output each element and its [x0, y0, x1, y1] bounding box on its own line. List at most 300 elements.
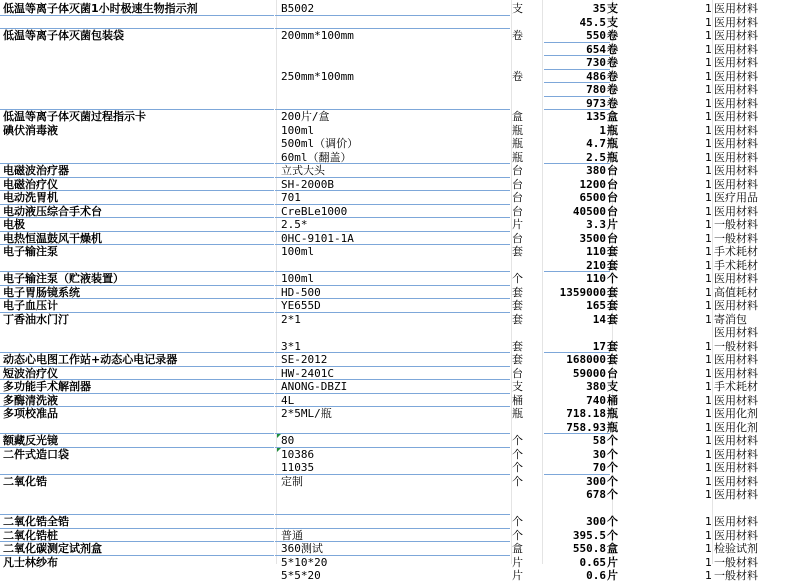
price-unit-cell[interactable]: 个: [607, 447, 618, 461]
quantity-cell[interactable]: 1: [705, 569, 712, 582]
price-unit-cell[interactable]: 个: [607, 515, 618, 528]
price-unit-cell[interactable]: 瓶: [607, 150, 618, 164]
unit-cell[interactable]: 瓶: [512, 137, 523, 150]
quantity-cell[interactable]: 1: [705, 96, 712, 110]
unit-cell[interactable]: 瓶: [512, 123, 523, 137]
unit-cell[interactable]: 片: [512, 569, 523, 582]
price-unit-cell[interactable]: 片: [607, 218, 618, 231]
item-name-cell[interactable]: [3, 56, 275, 70]
spec-cell[interactable]: 500ml（调价）: [281, 137, 359, 150]
price-unit-cell[interactable]: 支: [607, 15, 618, 29]
category-cell[interactable]: 医用材料: [714, 272, 758, 285]
quantity-cell[interactable]: 1: [705, 555, 712, 569]
item-name-cell[interactable]: [3, 137, 275, 151]
item-name-cell[interactable]: 额藏反光镜: [3, 434, 58, 447]
item-name-cell[interactable]: 电极: [3, 218, 25, 231]
price-cell[interactable]: 1200: [579, 177, 606, 191]
price-unit-cell[interactable]: 瓶: [607, 407, 618, 420]
spec-cell[interactable]: B5002: [281, 2, 315, 15]
price-cell[interactable]: 550: [586, 29, 606, 42]
unit-cell[interactable]: 个: [512, 461, 523, 474]
spec-cell[interactable]: [281, 515, 509, 529]
quantity-cell[interactable]: 1: [705, 542, 712, 555]
spec-cell[interactable]: [281, 421, 509, 435]
quantity-cell[interactable]: 1: [705, 474, 712, 488]
item-name-cell[interactable]: 二氧化碳测定试剂盒: [3, 542, 102, 555]
price-cell[interactable]: [544, 326, 606, 340]
category-cell[interactable]: 医用材料: [714, 299, 758, 312]
price-cell[interactable]: 59000: [572, 366, 606, 380]
unit-cell[interactable]: [512, 326, 540, 340]
quantity-cell[interactable]: 1: [705, 164, 712, 177]
category-cell[interactable]: 医用材料: [714, 474, 758, 488]
unit-cell[interactable]: [512, 83, 540, 97]
price-unit-cell[interactable]: 瓶: [607, 137, 618, 150]
spec-cell[interactable]: 5*10*20: [281, 555, 328, 569]
price-unit-cell[interactable]: 盒: [607, 110, 618, 123]
price-cell[interactable]: 0.6: [586, 569, 606, 582]
item-name-cell[interactable]: 电子胃肠镜系统: [3, 285, 80, 299]
price-cell[interactable]: 6500: [579, 191, 606, 204]
quantity-cell[interactable]: [662, 326, 712, 340]
category-cell[interactable]: 医用材料: [714, 69, 758, 83]
unit-cell[interactable]: 盒: [512, 110, 523, 123]
price-cell[interactable]: 0.65: [579, 555, 606, 569]
price-cell[interactable]: 2.5: [586, 150, 606, 164]
item-name-cell[interactable]: 二件式造口袋: [3, 447, 69, 461]
unit-cell[interactable]: 套: [512, 353, 523, 366]
item-name-cell[interactable]: [3, 83, 275, 97]
price-unit-cell[interactable]: 桶: [607, 393, 618, 407]
item-name-cell[interactable]: [3, 421, 275, 435]
price-unit-cell[interactable]: 个: [607, 461, 618, 474]
spec-cell[interactable]: 250mm*100mm: [281, 69, 354, 83]
quantity-cell[interactable]: 1: [705, 150, 712, 164]
price-unit-cell[interactable]: 套: [607, 258, 618, 272]
price-cell[interactable]: 110: [586, 272, 606, 285]
unit-cell[interactable]: [512, 56, 540, 70]
spec-cell[interactable]: 0HC-9101-1A: [281, 231, 354, 245]
price-cell[interactable]: [544, 502, 606, 516]
unit-cell[interactable]: 支: [512, 380, 523, 393]
quantity-cell[interactable]: 1: [705, 420, 712, 434]
quantity-cell[interactable]: 1: [705, 204, 712, 218]
price-unit-cell[interactable]: 台: [607, 366, 618, 380]
spec-cell[interactable]: YE655D: [281, 299, 321, 312]
category-cell[interactable]: 医用材料: [714, 29, 758, 42]
unit-cell[interactable]: 台: [512, 204, 523, 218]
unit-cell[interactable]: 台: [512, 231, 523, 245]
category-cell[interactable]: 医用化剂: [714, 420, 758, 434]
quantity-cell[interactable]: 1: [705, 434, 712, 447]
item-name-cell[interactable]: 电磁波治疗器: [3, 164, 69, 177]
item-name-cell[interactable]: 短波治疗仪: [3, 366, 58, 380]
spec-cell[interactable]: 701: [281, 191, 301, 204]
price-cell[interactable]: 486: [586, 69, 606, 83]
spec-cell[interactable]: CreBLe1000: [281, 204, 348, 218]
quantity-cell[interactable]: 1: [705, 83, 712, 96]
price-cell[interactable]: 758.93: [566, 420, 606, 434]
quantity-cell[interactable]: 1: [705, 299, 712, 312]
item-name-cell[interactable]: 多项校准品: [3, 407, 58, 420]
category-cell[interactable]: 医用材料: [714, 150, 758, 164]
quantity-cell[interactable]: 1: [705, 339, 712, 353]
spec-cell[interactable]: 普通: [281, 528, 303, 542]
category-cell[interactable]: 检验试剂: [714, 542, 758, 555]
unit-cell[interactable]: 套: [512, 299, 523, 312]
unit-cell[interactable]: 台: [512, 164, 523, 177]
price-cell[interactable]: 1: [599, 123, 606, 137]
unit-cell[interactable]: [512, 259, 540, 273]
spec-cell[interactable]: 80: [281, 434, 295, 447]
price-unit-cell[interactable]: 卷: [607, 29, 618, 42]
category-cell[interactable]: 一般材料: [714, 231, 758, 245]
category-cell[interactable]: 医用材料: [714, 204, 758, 218]
quantity-cell[interactable]: [662, 502, 712, 516]
item-name-cell[interactable]: [3, 461, 275, 475]
quantity-cell[interactable]: 1: [705, 488, 712, 501]
spec-cell[interactable]: 100ml: [281, 272, 315, 285]
price-cell[interactable]: 35: [592, 2, 606, 15]
spec-cell[interactable]: 5*5*20: [281, 569, 321, 582]
quantity-cell[interactable]: 1: [705, 177, 712, 191]
price-unit-cell[interactable]: 瓶: [607, 420, 618, 434]
price-cell[interactable]: 4.7: [586, 137, 606, 150]
quantity-cell[interactable]: 1: [705, 231, 712, 245]
item-name-cell[interactable]: 动态心电图工作站+动态心电记录器: [3, 353, 178, 366]
price-cell[interactable]: 3.3: [586, 218, 606, 231]
price-unit-cell[interactable]: 套: [607, 285, 618, 299]
price-unit-cell[interactable]: 盒: [607, 542, 618, 555]
quantity-cell[interactable]: 1: [705, 245, 712, 258]
price-cell[interactable]: 300: [586, 515, 606, 528]
unit-cell[interactable]: 瓶: [512, 150, 523, 164]
item-name-cell[interactable]: 低温等离子体灭菌1小时极速生物指示剂: [3, 2, 198, 15]
item-name-cell[interactable]: [3, 340, 275, 354]
spec-cell[interactable]: [281, 56, 509, 70]
quantity-cell[interactable]: 1: [705, 258, 712, 272]
price-unit-cell[interactable]: 卷: [607, 42, 618, 56]
spec-cell[interactable]: 200mm*100mm: [281, 29, 354, 42]
unit-cell[interactable]: 片: [512, 555, 523, 569]
item-name-cell[interactable]: 二氧化锆: [3, 474, 47, 488]
item-name-cell[interactable]: 低温等离子体灭菌包装袋: [3, 29, 124, 42]
quantity-cell[interactable]: 1: [705, 56, 712, 69]
spec-cell[interactable]: 100ml: [281, 245, 315, 258]
price-cell[interactable]: 45.5: [579, 15, 606, 29]
category-cell[interactable]: 医用材料: [714, 2, 758, 15]
price-cell[interactable]: 395.5: [572, 528, 606, 542]
spec-cell[interactable]: ANONG-DBZI: [281, 380, 348, 393]
quantity-cell[interactable]: 1: [705, 528, 712, 542]
unit-cell[interactable]: 套: [512, 339, 523, 353]
price-unit-cell[interactable]: 套: [607, 312, 618, 326]
category-cell[interactable]: 手术耗材: [714, 258, 758, 272]
item-name-cell[interactable]: 电子输注泵（贮液装置）: [3, 272, 124, 285]
category-cell[interactable]: 一般材料: [714, 569, 758, 582]
spec-cell[interactable]: 定制: [281, 474, 303, 488]
price-unit-cell[interactable]: 支: [607, 2, 618, 15]
unit-cell[interactable]: [512, 502, 540, 516]
price-unit-cell[interactable]: 套: [607, 339, 618, 353]
spec-cell[interactable]: [281, 502, 509, 516]
item-name-cell[interactable]: [3, 488, 275, 502]
quantity-cell[interactable]: 1: [705, 366, 712, 380]
item-name-cell[interactable]: 低温等离子体灭菌过程指示卡: [3, 110, 146, 123]
price-unit-cell[interactable]: 个: [607, 474, 618, 488]
price-cell[interactable]: 1359000: [559, 285, 606, 299]
quantity-cell[interactable]: 1: [705, 191, 712, 204]
category-cell[interactable]: 医用材料: [714, 96, 758, 110]
category-cell[interactable]: 一般材料: [714, 218, 758, 231]
spec-cell[interactable]: 360测试: [281, 542, 323, 555]
quantity-cell[interactable]: 1: [705, 123, 712, 137]
item-name-cell[interactable]: [3, 259, 275, 273]
spec-cell[interactable]: 2*1: [281, 312, 301, 326]
price-cell[interactable]: 730: [586, 56, 606, 69]
category-cell[interactable]: 医用材料: [714, 326, 758, 339]
item-name-cell[interactable]: [3, 70, 275, 84]
quantity-cell[interactable]: 1: [705, 312, 712, 326]
unit-cell[interactable]: 卷: [512, 69, 523, 83]
unit-cell[interactable]: [512, 488, 540, 502]
unit-cell[interactable]: 个: [512, 515, 523, 528]
spec-cell[interactable]: 100ml: [281, 123, 315, 137]
price-cell[interactable]: 678: [586, 488, 606, 501]
category-cell[interactable]: 手术耗材: [714, 380, 758, 393]
quantity-cell[interactable]: 1: [705, 393, 712, 407]
spec-cell[interactable]: [281, 43, 509, 57]
unit-cell[interactable]: 桶: [512, 393, 523, 407]
quantity-cell[interactable]: 1: [705, 69, 712, 83]
item-name-cell[interactable]: 电热恒温鼓风干燥机: [3, 231, 102, 245]
item-name-cell[interactable]: [3, 326, 275, 340]
category-cell[interactable]: 医用材料: [714, 110, 758, 123]
price-unit-cell[interactable]: 卷: [607, 96, 618, 110]
unit-cell[interactable]: 台: [512, 191, 523, 204]
spec-cell[interactable]: [281, 488, 509, 502]
price-unit-cell[interactable]: 个: [607, 272, 618, 285]
category-cell[interactable]: 医用材料: [714, 528, 758, 542]
unit-cell[interactable]: 套: [512, 245, 523, 258]
price-unit-cell[interactable]: 台: [607, 191, 618, 204]
item-name-cell[interactable]: [3, 151, 275, 165]
item-name-cell[interactable]: 电动液压综合手术台: [3, 204, 102, 218]
price-cell[interactable]: 40500: [572, 204, 606, 218]
unit-cell[interactable]: 盒: [512, 542, 523, 555]
price-unit-cell[interactable]: 卷: [607, 56, 618, 69]
quantity-cell[interactable]: 1: [705, 272, 712, 285]
category-cell[interactable]: 医用材料: [714, 42, 758, 56]
price-cell[interactable]: 110: [586, 245, 606, 258]
price-cell[interactable]: 168000: [566, 353, 606, 366]
item-name-cell[interactable]: 丁香油水门汀: [3, 312, 69, 326]
spec-cell[interactable]: 3*1: [281, 339, 301, 353]
quantity-cell[interactable]: 1: [705, 380, 712, 393]
spec-cell[interactable]: 2*5ML/瓶: [281, 407, 332, 420]
price-cell[interactable]: 30: [592, 447, 606, 461]
category-cell[interactable]: 医用材料: [714, 353, 758, 366]
quantity-cell[interactable]: 1: [705, 15, 712, 29]
item-name-cell[interactable]: 多功能手术解剖器: [3, 380, 91, 393]
spec-cell[interactable]: 4L: [281, 393, 295, 407]
category-cell[interactable]: 医用材料: [714, 164, 758, 177]
quantity-cell[interactable]: 1: [705, 29, 712, 42]
category-cell[interactable]: 医用材料: [714, 366, 758, 380]
category-cell[interactable]: 医疗用品: [714, 191, 758, 204]
spec-cell[interactable]: HW-2401C: [281, 366, 334, 380]
item-name-cell[interactable]: 多酶清洗液: [3, 393, 58, 407]
item-name-cell[interactable]: [3, 16, 275, 30]
price-cell[interactable]: 58: [592, 434, 606, 447]
quantity-cell[interactable]: 1: [705, 515, 712, 528]
price-cell[interactable]: 70: [592, 461, 606, 474]
spec-cell[interactable]: 60ml（翻盖）: [281, 150, 352, 164]
spec-cell[interactable]: [281, 83, 509, 97]
quantity-cell[interactable]: 1: [705, 218, 712, 231]
category-cell[interactable]: 医用化剂: [714, 407, 758, 420]
price-unit-cell[interactable]: 台: [607, 177, 618, 191]
unit-cell[interactable]: 瓶: [512, 407, 523, 420]
spec-cell[interactable]: 10386: [281, 447, 315, 461]
price-unit-cell[interactable]: 片: [607, 555, 618, 569]
quantity-cell[interactable]: 1: [705, 42, 712, 56]
unit-cell[interactable]: 支: [512, 2, 523, 15]
price-cell[interactable]: 3500: [579, 231, 606, 245]
unit-cell[interactable]: 卷: [512, 29, 523, 42]
category-cell[interactable]: 医用材料: [714, 83, 758, 96]
item-name-cell[interactable]: 电子输注泵: [3, 245, 58, 258]
quantity-cell[interactable]: 1: [705, 407, 712, 420]
spec-cell[interactable]: 立式大头: [281, 164, 325, 177]
quantity-cell[interactable]: 1: [705, 2, 712, 15]
category-cell[interactable]: 医用材料: [714, 123, 758, 137]
spec-cell[interactable]: [281, 16, 509, 30]
spec-cell[interactable]: HD-500: [281, 285, 321, 299]
price-cell[interactable]: 973: [586, 96, 606, 110]
item-name-cell[interactable]: 二氧化锆桩: [3, 528, 58, 542]
quantity-cell[interactable]: 1: [705, 110, 712, 123]
unit-cell[interactable]: 台: [512, 366, 523, 380]
category-cell[interactable]: [714, 502, 800, 516]
item-name-cell[interactable]: 电子血压计: [3, 299, 58, 312]
spec-cell[interactable]: SE-2012: [281, 353, 328, 366]
unit-cell[interactable]: [512, 97, 540, 111]
item-name-cell[interactable]: 凡士林纱布: [3, 555, 58, 569]
unit-cell[interactable]: 片: [512, 218, 523, 231]
spec-cell[interactable]: SH-2000B: [281, 177, 334, 191]
price-unit-cell[interactable]: 台: [607, 204, 618, 218]
unit-cell[interactable]: 个: [512, 434, 523, 447]
category-cell[interactable]: 高值耗材: [714, 285, 758, 299]
price-unit-cell[interactable]: 套: [607, 353, 618, 366]
price-unit-cell[interactable]: 个: [607, 488, 618, 501]
spec-cell[interactable]: 200片/盒: [281, 110, 330, 123]
item-name-cell[interactable]: [3, 569, 275, 583]
price-unit-cell[interactable]: [607, 326, 627, 340]
unit-cell[interactable]: 个: [512, 528, 523, 542]
spec-cell[interactable]: [281, 97, 509, 111]
item-name-cell[interactable]: 电动洗胃机: [3, 191, 58, 204]
price-cell[interactable]: 165: [586, 299, 606, 312]
price-unit-cell[interactable]: 卷: [607, 69, 618, 83]
category-cell[interactable]: 寄消包: [714, 312, 747, 326]
price-cell[interactable]: 654: [586, 42, 606, 56]
price-unit-cell[interactable]: 套: [607, 299, 618, 312]
unit-cell[interactable]: [512, 16, 540, 30]
item-name-cell[interactable]: 电磁治疗仪: [3, 177, 58, 191]
price-unit-cell[interactable]: 卷: [607, 83, 618, 96]
price-unit-cell[interactable]: 片: [607, 569, 618, 582]
item-name-cell[interactable]: 二氧化锆全锆: [3, 515, 69, 528]
price-unit-cell[interactable]: 支: [607, 380, 618, 393]
unit-cell[interactable]: 套: [512, 312, 523, 326]
price-cell[interactable]: 380: [586, 164, 606, 177]
price-unit-cell[interactable]: [607, 502, 627, 516]
quantity-cell[interactable]: 1: [705, 461, 712, 474]
category-cell[interactable]: 医用材料: [714, 393, 758, 407]
unit-cell[interactable]: [512, 421, 540, 435]
quantity-cell[interactable]: 1: [705, 353, 712, 366]
item-name-cell[interactable]: [3, 43, 275, 57]
price-cell[interactable]: 380: [586, 380, 606, 393]
price-cell[interactable]: 17: [592, 339, 606, 353]
category-cell[interactable]: 医用材料: [714, 447, 758, 461]
price-cell[interactable]: 210: [586, 258, 606, 272]
category-cell[interactable]: 医用材料: [714, 177, 758, 191]
price-unit-cell[interactable]: 个: [607, 434, 618, 447]
price-cell[interactable]: 740: [586, 393, 606, 407]
category-cell[interactable]: 医用材料: [714, 434, 758, 447]
category-cell[interactable]: 医用材料: [714, 461, 758, 474]
price-cell[interactable]: 14: [592, 312, 606, 326]
item-name-cell[interactable]: [3, 97, 275, 111]
category-cell[interactable]: 医用材料: [714, 15, 758, 29]
unit-cell[interactable]: 个: [512, 272, 523, 285]
category-cell[interactable]: 手术耗材: [714, 245, 758, 258]
unit-cell[interactable]: 个: [512, 447, 523, 461]
category-cell[interactable]: 医用材料: [714, 488, 758, 501]
quantity-cell[interactable]: 1: [705, 285, 712, 299]
price-unit-cell[interactable]: 个: [607, 528, 618, 542]
price-cell[interactable]: 780: [586, 83, 606, 96]
price-cell[interactable]: 300: [586, 474, 606, 488]
spec-cell[interactable]: 2.5*: [281, 218, 308, 231]
category-cell[interactable]: 一般材料: [714, 555, 758, 569]
spec-cell[interactable]: 11035: [281, 461, 315, 474]
category-cell[interactable]: 医用材料: [714, 515, 758, 528]
category-cell[interactable]: 医用材料: [714, 56, 758, 69]
spec-cell[interactable]: [281, 259, 509, 273]
price-unit-cell[interactable]: 瓶: [607, 123, 618, 137]
price-unit-cell[interactable]: 套: [607, 245, 618, 258]
unit-cell[interactable]: 个: [512, 474, 523, 488]
category-cell[interactable]: 医用材料: [714, 137, 758, 150]
unit-cell[interactable]: [512, 43, 540, 57]
price-cell[interactable]: 135: [586, 110, 606, 123]
price-cell[interactable]: 718.18: [566, 407, 606, 420]
price-unit-cell[interactable]: 台: [607, 231, 618, 245]
spec-cell[interactable]: [281, 326, 509, 340]
quantity-cell[interactable]: 1: [705, 137, 712, 150]
unit-cell[interactable]: 台: [512, 177, 523, 191]
item-name-cell[interactable]: 碘伏消毒液: [3, 123, 58, 137]
category-cell[interactable]: 一般材料: [714, 339, 758, 353]
price-cell[interactable]: 550.8: [572, 542, 606, 555]
item-name-cell[interactable]: [3, 502, 275, 516]
price-unit-cell[interactable]: 台: [607, 164, 618, 177]
unit-cell[interactable]: 套: [512, 285, 523, 299]
